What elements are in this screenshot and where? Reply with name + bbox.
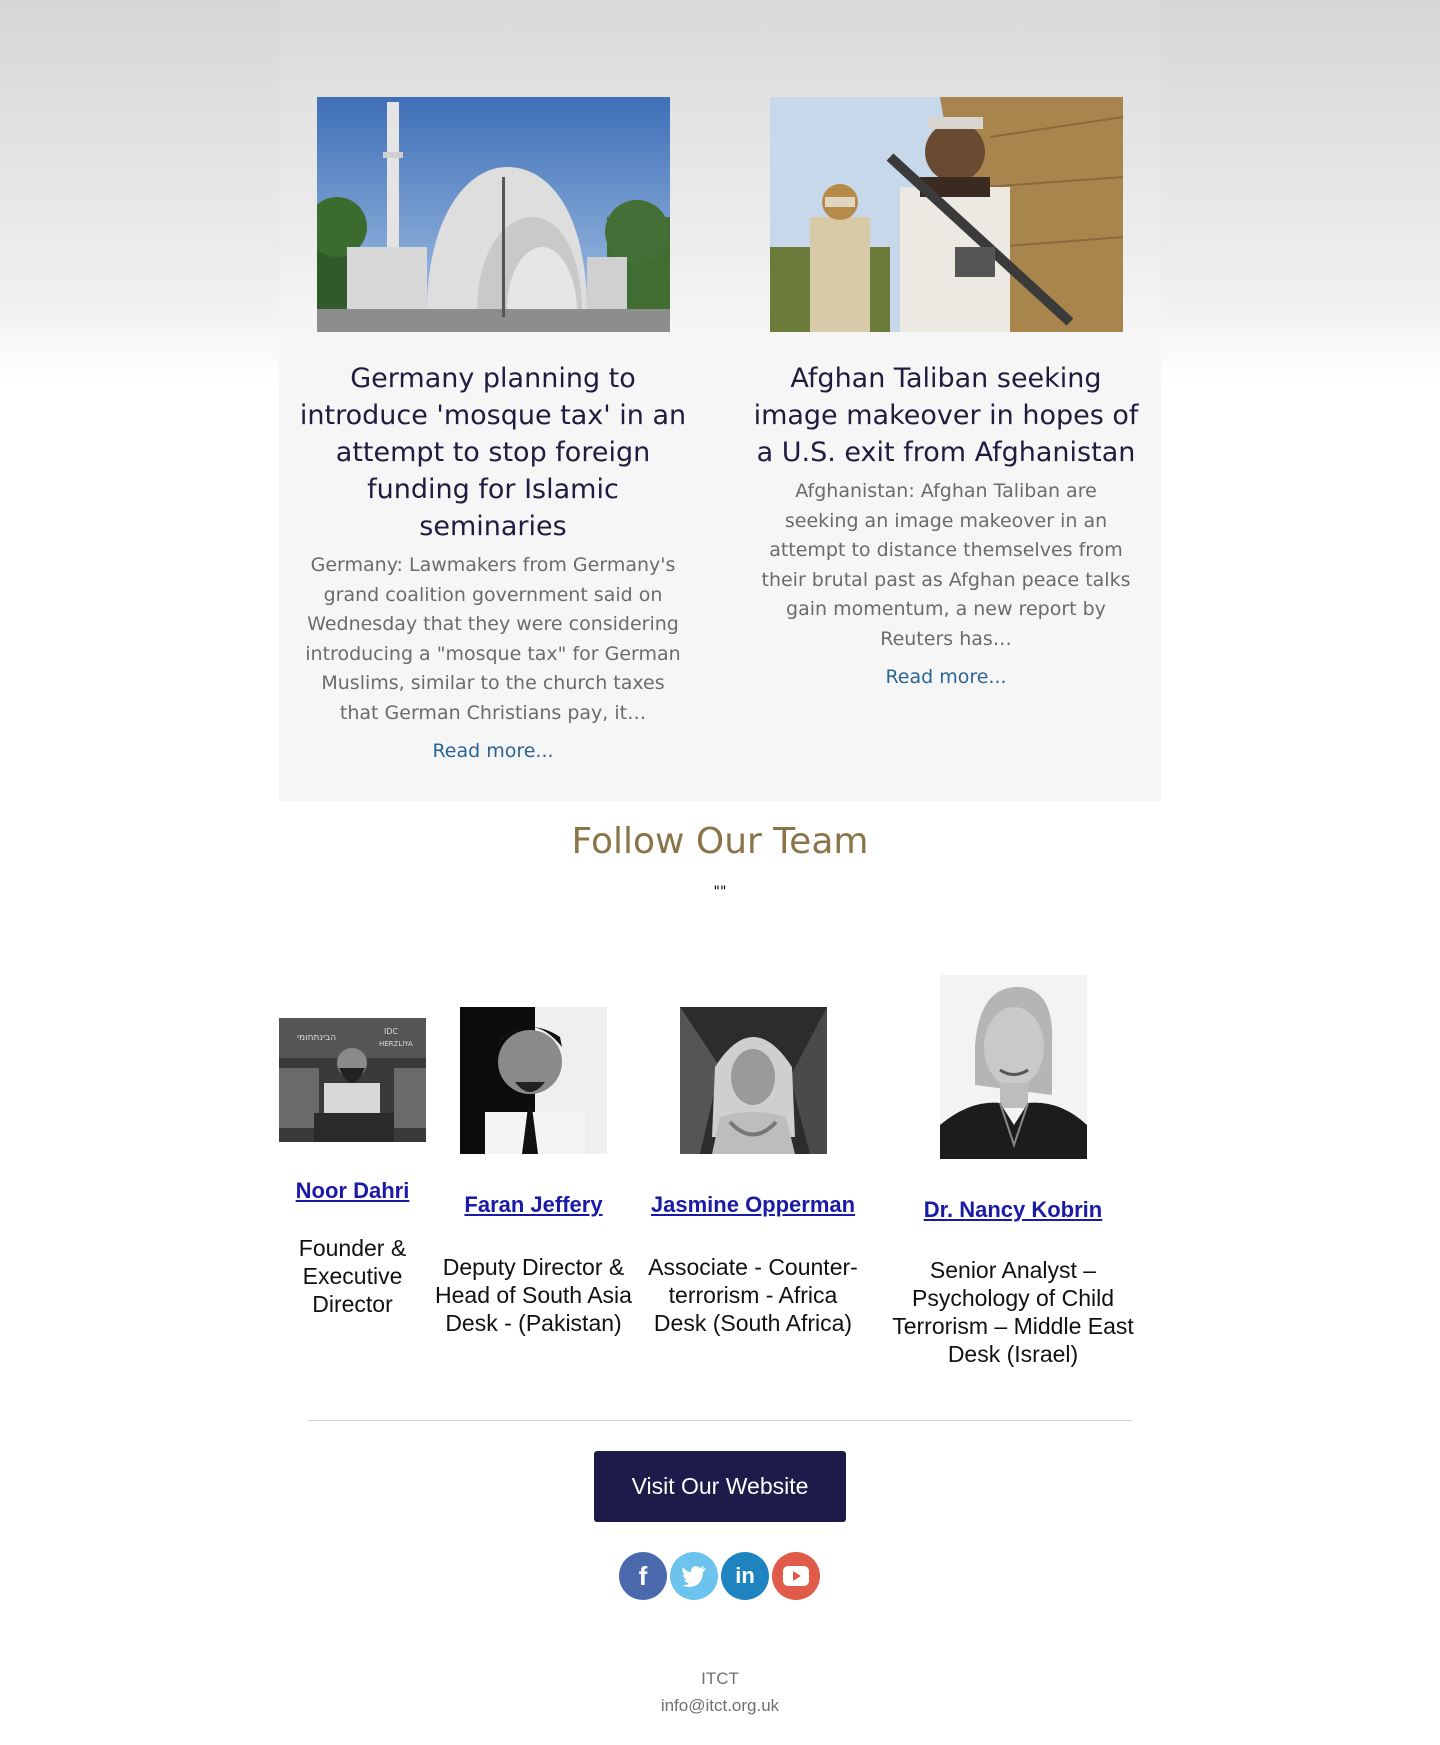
article-image-taliban[interactable] xyxy=(770,97,1123,332)
team-member-role: Associate - Counter-terrorism - Africa Desk (South Africa) xyxy=(648,1254,858,1336)
svg-text:הבינתחומי: הבינתחומי xyxy=(297,1033,337,1043)
news-panel xyxy=(279,0,1161,801)
team-member xyxy=(279,1018,426,1318)
article-card xyxy=(293,97,693,762)
team-member-name[interactable]: Dr. Nancy Kobrin xyxy=(923,1197,1103,1222)
svg-text:IDC: IDC xyxy=(384,1027,399,1036)
svg-text:HERZLIYA: HERZLIYA xyxy=(379,1040,413,1048)
team-member xyxy=(645,1007,861,1337)
footer-org: ITCT xyxy=(701,1669,739,1688)
article-summary: Afghanistan: Afghan Taliban are seeking an image makeover in an attempt to distance themselves from their brutal past as Afghan peace talks gain momentum, a new report by Reuters has… xyxy=(761,480,1131,650)
team-member-role: Senior Analyst – Psychology of Child Terrorism – Middle East Desk (Israel) xyxy=(892,1257,1134,1367)
article-card xyxy=(746,97,1146,688)
team-member-role: Founder & Executive Director xyxy=(298,1235,407,1317)
read-more-link[interactable]: Read more... xyxy=(432,740,554,762)
team-heading: Follow Our Team xyxy=(571,821,869,862)
quote-mark: "" xyxy=(713,884,727,900)
avatar[interactable] xyxy=(680,1007,827,1154)
article-title[interactable]: Afghan Taliban seeking image makeover in hopes of a U.S. exit from Afghanistan xyxy=(753,363,1139,468)
team-member xyxy=(430,1007,637,1337)
linkedin-icon[interactable]: in xyxy=(721,1552,769,1600)
article-summary: Germany: Lawmakers from Germany's grand coalition government said on Wednesday that they were considering introducing a "mosque tax" for German Muslims, similar to the church taxes that German Christians pay, it… xyxy=(305,554,681,724)
team-member-name[interactable]: Jasmine Opperman xyxy=(650,1192,856,1217)
team-member-name[interactable]: Noor Dahri xyxy=(295,1178,410,1203)
footer xyxy=(0,1665,1440,1719)
avatar[interactable] xyxy=(279,1018,426,1142)
avatar[interactable] xyxy=(940,975,1087,1159)
team-member xyxy=(880,975,1146,1368)
facebook-icon[interactable]: f xyxy=(619,1552,667,1600)
divider xyxy=(308,1420,1132,1421)
article-title[interactable]: Germany planning to introduce 'mosque tax' in an attempt to stop foreign funding for Islamic seminaries xyxy=(299,363,687,542)
avatar[interactable] xyxy=(460,1007,607,1154)
social-links xyxy=(619,1552,820,1600)
article-image-mosque[interactable] xyxy=(317,97,670,332)
footer-email[interactable]: info@itct.org.uk xyxy=(660,1696,780,1715)
read-more-link[interactable]: Read more... xyxy=(885,666,1007,688)
team-member-name[interactable]: Faran Jeffery xyxy=(464,1192,603,1217)
youtube-icon[interactable] xyxy=(772,1552,820,1600)
visit-website-button[interactable]: Visit Our Website xyxy=(594,1451,846,1522)
twitter-icon[interactable] xyxy=(670,1552,718,1600)
team-member-role: Deputy Director & Head of South Asia Desk - (Pakistan) xyxy=(435,1254,632,1336)
